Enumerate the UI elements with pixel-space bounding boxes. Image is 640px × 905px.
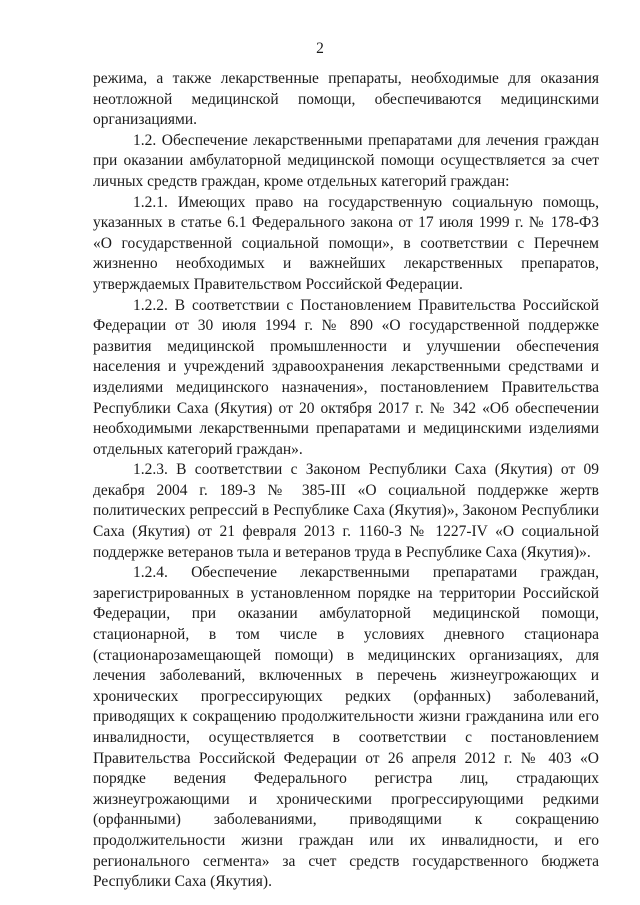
paragraph-1-2: 1.2. Обеспечение лекарственными препаратами для лечения граждан при оказании амбулаторной медицинской помощи осуществляется за счет личных средств граждан, кроме отдельных категорий граждан: [93, 131, 599, 190]
paragraph-1-2-4: 1.2.4. Обеспечение лекарственными препаратами граждан, зарегистрированных в установленном порядке на территории Российской Федерации, при оказании амбулаторной медицинской помощи, стационарной, в том числе в условиях дневного стационара (стационарозамещающей помощи) в медицинских организациях, для лечения заболеваний, включенных в перечень жизнеугрожающих и хронических прогрессирующих редких (орфанных) заболеваний, приводящих к сокращению продолжительности жизни гражданина или его инвалидности, осуществляется в соответствии с постановлением Правительства Российской Федерации от 26 апреля 2012 г. № 403 «О порядке ведения Федерального регистра лиц, страдающих жизнеугрожающими и хроническими прогрессирующими редкими (орфанными) заболеваниями, приводящими к сокращению продолжительности жизни граждан или их инвалидности, и его регионального сегмента» за счет средств государственного бюджета Республики Саха (Якутия). [93, 564, 599, 891]
paragraph-1-2-3: 1.2.3. В соответствии с Законом Республики Саха (Якутия) от 09 декабря 2004 г. 189-З № 385-III «О социальной поддержке жертв политических репрессий в Республике Саха (Якутия)», Законом Республики Саха (Якутия) от 21 февраля 2013 г. 1160-З № 1227-IV «О социальной поддержке ветеранов тыла и ветеранов труда в Республике Саха (Якутия)». [93, 461, 599, 561]
paragraph-continuation: режима, а также лекарственные препараты, необходимые для оказания неотложной медицинской помощи, обеспечиваются медицинскими организациями. [93, 70, 599, 129]
document-body [93, 69, 599, 893]
paragraph-1-2-2: 1.2.2. В соответствии с Постановлением Правительства Российской Федерации от 30 июля 1994 г. № 890 «О государственной поддержке развития медицинской промышленности и улучшении обеспечения населения и учреждений здравоохранения лекарственными средствами и изделиями медицинского назначения», постановлением Правительства Республики Саха (Якутия) от 20 октября 2017 г. № 342 «Об обеспечении необходимыми лекарственными препаратами и медицинскими изделиями отдельных категорий граждан». [93, 296, 599, 458]
paragraph-1-2-1: 1.2.1. Имеющих право на государственную социальную помощь, указанных в статье 6.1 Федерального закона от 17 июля 1999 г. № 178-ФЗ «О государственной социальной помощи», в соответствии с Перечнем жизненно необходимых и важнейших лекарственных препаратов, утверждаемых Правительством Российской Федерации. [93, 193, 599, 293]
page-number: 2 [316, 40, 324, 57]
